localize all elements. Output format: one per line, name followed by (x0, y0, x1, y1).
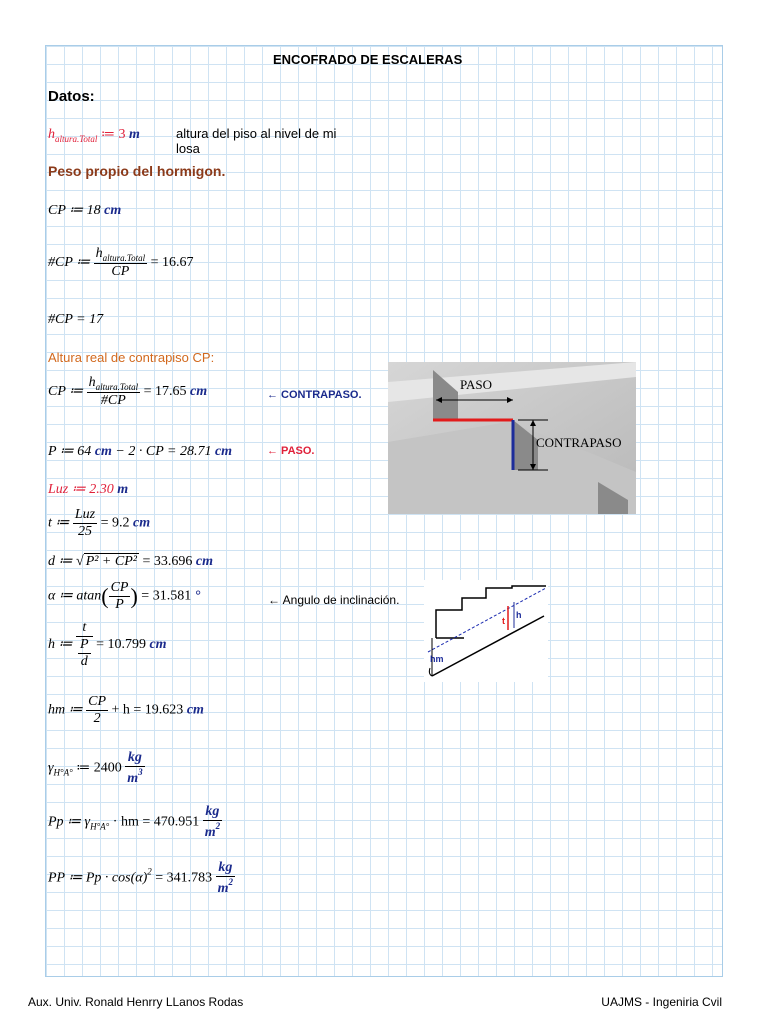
t-numerator: Luz (74, 507, 96, 522)
luz-unit: m (117, 482, 129, 497)
PP-lhs: PP ≔ Pp · cos(α) (48, 870, 148, 886)
figure-contrapaso-label: CONTRAPASO (536, 435, 622, 450)
PP-formula (48, 860, 235, 897)
gamma-sub: H°A° (53, 767, 73, 778)
altura-real-label: Altura real de contrapiso CP: (48, 350, 215, 365)
footer-author: Aux. Univ. Ronald Henrry LLanos Rodas (28, 995, 244, 1009)
figure-h-label: h (516, 610, 522, 620)
h-den-denominator: d (80, 654, 88, 669)
h-total-formula (48, 126, 140, 144)
PP-unit-sup: 2 (228, 877, 234, 887)
t-fraction (73, 507, 97, 540)
paso-note: ← PASO. (267, 445, 315, 457)
h-total-sub: altura.Total (55, 134, 98, 144)
gamma-value: ≔ 2400 (76, 760, 122, 776)
cp-def-text: CP ≔ 18 (48, 203, 101, 218)
cp-real-formula (48, 375, 207, 409)
pp-unit-den: m (204, 825, 216, 840)
pp-unit (203, 804, 222, 841)
cp-real-result: = 17.65 (143, 384, 187, 400)
PP-unit-num: kg (216, 860, 235, 877)
figure-paso-label: PASO (460, 377, 493, 392)
gamma-unit-den: m (127, 771, 139, 786)
paso-formula (48, 443, 232, 460)
h-total-lhs: h (48, 127, 55, 142)
num-cp-fraction (94, 246, 147, 280)
alpha-result: = 31.581 (141, 588, 192, 604)
alpha-lhs: α ≔ atan (48, 588, 102, 604)
gamma-lhs: γ (48, 760, 54, 776)
h-den-fraction (76, 637, 93, 670)
gamma-unit (125, 750, 144, 787)
peso-propio-heading: Peso propio del hormigon. (48, 163, 226, 179)
alpha-denominator: P (115, 597, 124, 612)
hm-formula (48, 694, 204, 727)
pp-formula (48, 804, 222, 841)
num-cp-formula (48, 246, 193, 280)
pp-unit-num: kg (203, 804, 222, 821)
paso-unit-1: cm (94, 444, 112, 459)
num-cp-rounded: #CP = 17 (48, 312, 104, 327)
pp-sub: H°A° (90, 821, 110, 832)
num-cp-result: = 16.67 (150, 255, 194, 271)
alpha-unit: ° (194, 588, 201, 604)
t-result: = 9.2 (100, 515, 130, 531)
alpha-formula: α ≔ atan( $\frac{CP}{P}$ ) = 31.581 ° (48, 580, 201, 612)
gamma-unit-num: kg (125, 750, 144, 767)
stair-photo-svg (388, 362, 636, 514)
gamma-formula (48, 750, 145, 787)
footer-institution: UAJMS - Ingeniria Cvil (601, 995, 722, 1009)
num-cp-denominator: CP (111, 264, 130, 279)
pp-result: · hm = 470.951 (112, 814, 200, 830)
hm-fraction (86, 694, 108, 727)
cp-real-unit: cm (189, 384, 208, 400)
h-result: = 10.799 (96, 637, 146, 653)
num-cp-numerator: h (95, 246, 103, 261)
datos-heading: Datos: (48, 88, 95, 105)
d-unit: cm (195, 554, 213, 569)
pp-lhs: Pp ≔ γ (48, 814, 91, 830)
PP-sup: 2 (147, 866, 152, 877)
luz-text: Luz ≔ 2.30 (48, 482, 114, 497)
num-cp-num-sub: altura.Total (102, 253, 146, 263)
h-total-value: ≔ 3 (100, 127, 126, 142)
t-denominator: 25 (78, 524, 92, 539)
contrapaso-note: ← CONTRAPASO. (267, 389, 362, 401)
page-title: ENCOFRADO DE ESCALERAS (273, 52, 463, 67)
t-formula (48, 507, 150, 540)
d-radicand: P² + CP² (85, 554, 137, 569)
alpha-fraction (109, 580, 131, 613)
h-lhs: h ≔ (48, 637, 73, 653)
PP-unit-den: m (217, 881, 229, 896)
cp-real-lhs: CP ≔ (48, 384, 84, 400)
cp-definition (48, 202, 121, 219)
pp-unit-sup: 2 (215, 821, 221, 831)
d-result: = 33.696 (142, 554, 193, 569)
hm-numerator: CP (88, 694, 107, 709)
hm-lhs: hm ≔ (48, 702, 83, 718)
stair-photo-figure (388, 362, 636, 514)
figure-t-label: t (502, 616, 505, 626)
paso-unit-2: cm (214, 444, 233, 459)
cp-real-denominator: #CP (100, 393, 126, 408)
gamma-unit-sup: 3 (138, 767, 143, 777)
h-fraction (76, 620, 93, 670)
alpha-numerator: CP (110, 580, 129, 595)
h-numerator: t (76, 620, 93, 637)
d-lhs: d ≔ (48, 554, 73, 569)
hm-denominator: 2 (93, 711, 101, 726)
stair-diagram-figure (424, 580, 548, 682)
paso-mid: − 2 · CP = 28.71 (115, 444, 212, 459)
figure-hm-label: hm (430, 654, 444, 664)
stair-diagram-svg (424, 580, 548, 682)
d-formula: d ≔ √ P² + CP² = 33.696 cm (48, 554, 213, 569)
cp-real-numerator: h (88, 375, 96, 390)
paso-text: P ≔ 64 (48, 444, 92, 459)
luz-formula (48, 481, 128, 498)
cp-def-unit: cm (104, 203, 122, 218)
angulo-note: ← Angulo de inclinación. (268, 593, 400, 607)
t-lhs: t ≔ (48, 515, 70, 531)
h-total-unit: m (128, 127, 140, 142)
h-unit: cm (149, 637, 167, 653)
t-unit: cm (133, 515, 151, 531)
hm-unit: cm (186, 702, 204, 718)
h-total-description: altura del piso al nivel de mi losa (176, 126, 337, 156)
PP-unit (216, 860, 235, 897)
hm-result: + h = 19.623 (111, 702, 184, 718)
cp-real-num-sub: altura.Total (95, 382, 139, 392)
cp-real-fraction (87, 375, 140, 409)
num-cp-lhs: #CP ≔ (48, 255, 91, 271)
PP-result: = 341.783 (155, 870, 213, 886)
h-formula (48, 620, 167, 670)
h-den-numerator: P (80, 637, 89, 652)
